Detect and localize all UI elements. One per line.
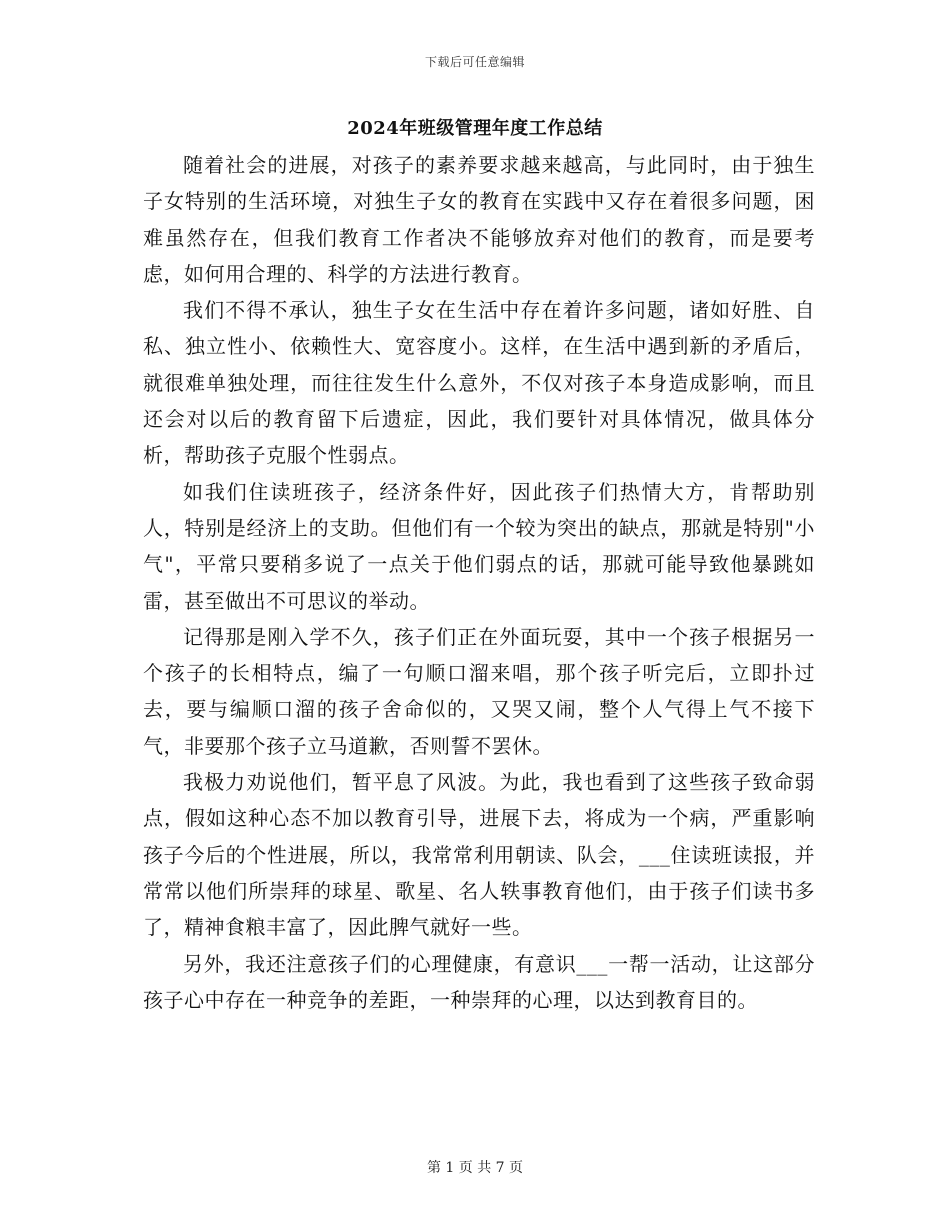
paragraph-3: 如我们住读班孩子，经济条件好，因此孩子们热情大方，肯帮助别人，特别是经济上的支助。但他们有一个较为突出的缺点，那就是特别"小气"，平常只要稍多说了一点关于他们弱点的话，那就可能导致他暴跳如雷，甚至做出不可思议的举动。 [143,479,815,613]
paragraph-4: 记得那是刚入学不久，孩子们正在外面玩耍，其中一个孩子根据另一个孩子的长相特点，编了一句顺口溜来唱，那个孩子听完后，立即扑过去，要与编顺口溜的孩子舍命似的，又哭又闹，整个人气得上气不接下气，非要那个孩子立马道歉，否则誓不罢休。 [143,624,815,758]
paragraph-2: 我们不得不承认，独生子女在生活中存在着许多问题，诸如好胜、自私、独立性小、依赖性大、宽容度小。这样，在生活中遇到新的矛盾后，就很难单独处理，而往往发生什么意外，不仅对孩子本身造成影响，而且还会对以后的教育留下后遗症，因此，我们要针对具体情况，做具体分析，帮助孩子克服个性弱点。 [143,298,815,468]
paragraph-6: 另外，我还注意孩子们的心理健康，有意识___一帮一活动，让这部分孩子心中存在一种竞争的差距，一种崇拜的心理，以达到教育目的。 [143,951,815,1012]
paragraph-5: 我极力劝说他们，暂平息了风波。为此，我也看到了这些孩子致命弱点，假如这种心态不加以教育引导，进展下去，将成为一个病，严重影响孩子今后的个性进展，所以，我常常利用朝读、队会，___住读班读报，并常常以他们所崇拜的球星、歌星、名人轶事教育他们，由于孩子们读书多了，精神食粮丰富了，因此脾气就好一些。 [143,770,815,940]
document-body [143,147,815,1018]
page-header-note: 下载后可任意编辑 [424,55,525,69]
paragraph-1: 随着社会的进展，对孩子的素养要求越来越高，与此同时，由于独生子女特别的生活环境，对独生子女的教育在实践中又存在着很多问题，困难虽然存在，但我们教育工作者决不能够放弃对他们的教育，而是要考虑，如何用合理的、科学的方法进行教育。 [143,153,815,286]
document-title: 2024年班级管理年度工作总结 [347,118,603,139]
page-number: 第 1 页 共 7 页 [426,1160,524,1176]
